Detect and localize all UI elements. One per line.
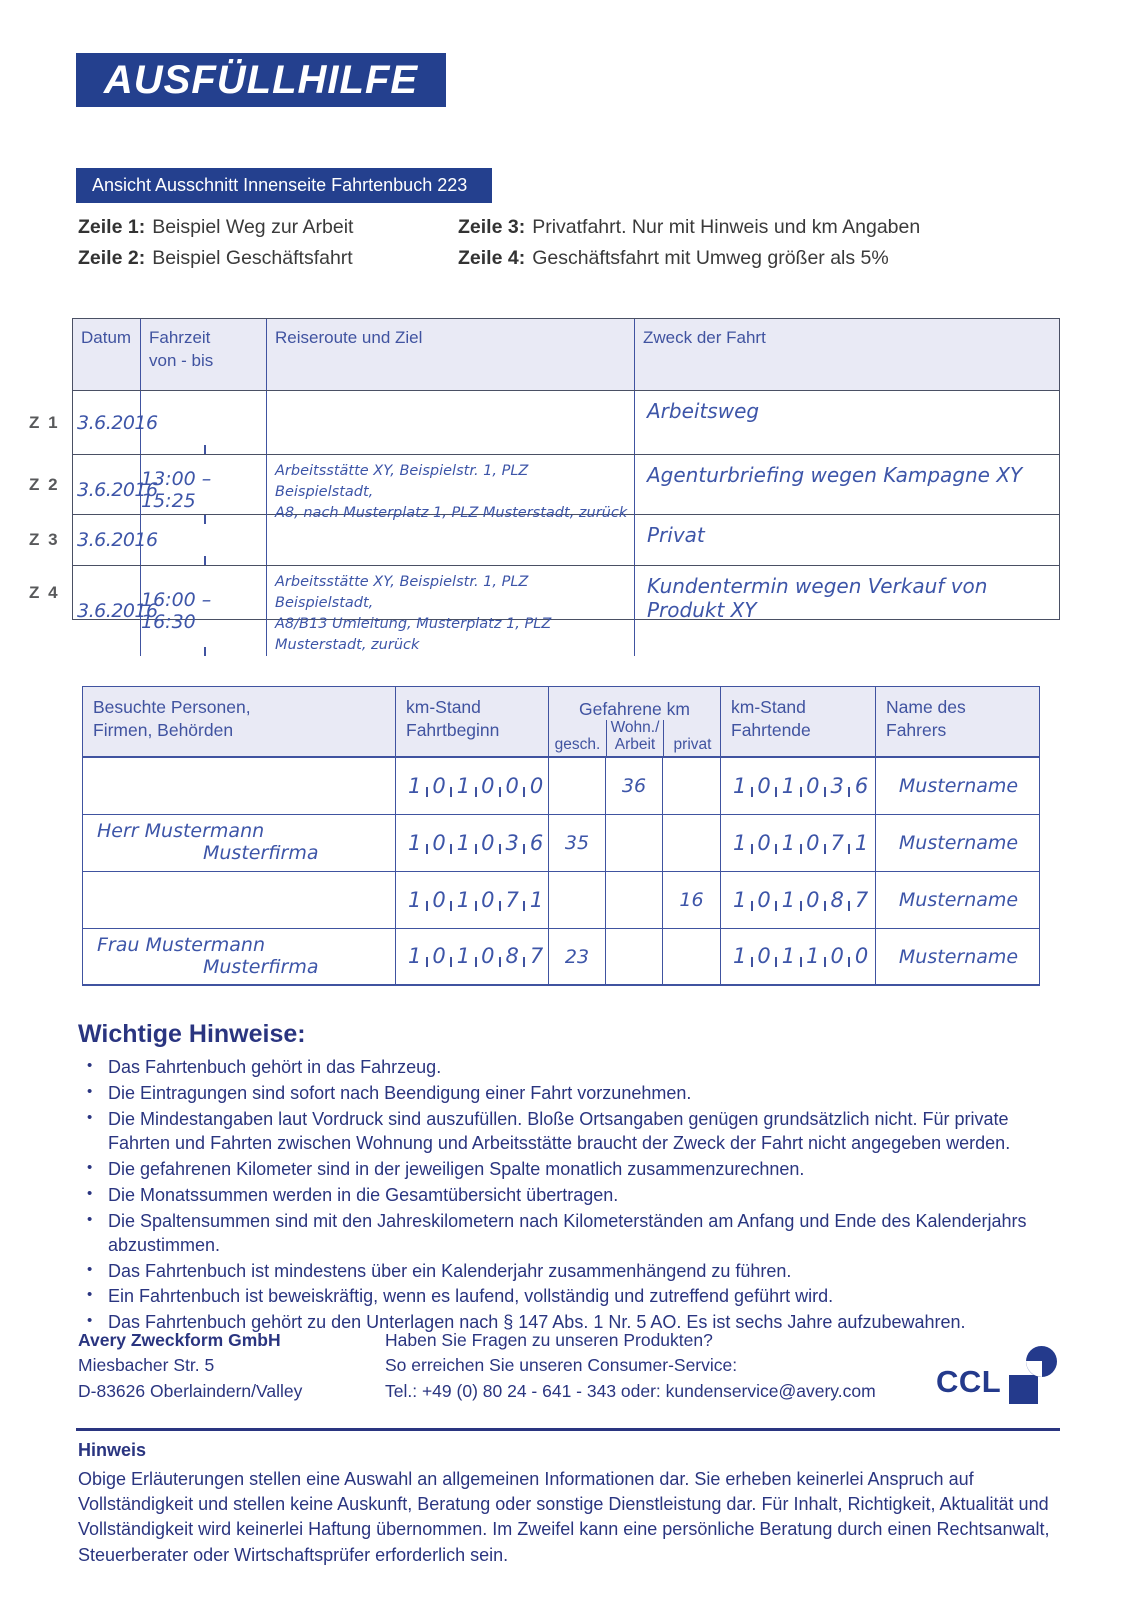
ccl-logo-text: CCL [936,1364,1002,1399]
cell-route [267,566,635,656]
cell-fahrzeit: 16:00 – 16:30 [141,566,267,656]
legend-item-3 [458,216,920,239]
row-label-z2: Z 2 [29,474,60,494]
logbook-row-z1 [29,391,1059,455]
cell-datum: 3.6.2016 [73,391,141,454]
logbook-row-z4 [29,566,1059,654]
notes-title: Wichtige Hinweise: [78,1020,306,1048]
cell-km-beginn: 1 0 1 0 3 6 [396,815,549,871]
cell-route [267,455,635,524]
col-header-fahrername [876,687,1041,756]
brand-banner [76,53,446,107]
route-line2: A8/B13 Umleitung, Musterplatz 1, PLZ Musterstadt, zurück [275,616,552,654]
km-summary-table [82,686,1040,986]
subcol-wohn-arbeit: Wohn./ Arbeit [606,720,663,756]
col-header-fahrzeit [141,319,267,390]
footer-divider [76,1428,1060,1431]
service-line2: So erreichen Sie unseren Consumer-Service: [385,1355,738,1376]
cell-km-ende: 1 0 1 0 3 6 [721,758,876,814]
col-header-besuchte [83,687,396,756]
logbook-row-z3 [29,515,1059,566]
cell-km-beginn: 1 0 1 0 0 0 [396,758,549,814]
legend-item-1 [78,216,353,239]
disclaimer-section [78,1440,1060,1568]
row-label-z4: Z 4 [29,582,60,602]
cell-wohn-arbeit [606,929,663,984]
note-item: • Ein Fahrtenbuch ist beweiskräftig, wenn es laufend, vollständig und zutreffend geführt wird. [78,1285,1063,1309]
service-line1: Haben Sie Fragen zu unseren Produkten? [385,1330,713,1350]
cell-datum: 3.6.2016 [73,515,141,565]
cell-wohn-arbeit [606,815,663,871]
row-label-z1: Z 1 [29,412,60,432]
note-item: • Die Mindestangaben laut Vordruck sind auszufüllen. Bloße Ortsangaben genügen grundsätzlich nicht. Für private Fahrten und Fahrten zwischen Wohnung und Arbeitsstätte braucht der Zweck der Fahrt nicht angegeben werden. [78,1108,1063,1156]
summary-row-4 [83,929,1039,984]
notes-list [78,1056,1063,1335]
logbook-row-z2 [29,455,1059,522]
cell-person: Herr Mustermann Musterfirma [83,815,396,871]
logbook-table [29,318,1060,654]
besuchte-line1: Besuchte Personen, [93,697,251,717]
legend-item-4 [458,247,889,270]
col-header-fahrzeit-line2: von - bis [149,350,214,370]
cell-fahrer: Mustername [898,889,1019,911]
route-line1: Arbeitsstätte XY, Beispielstr. 1, PLZ Beispielstadt, [275,463,529,501]
subcol-gesch: gesch. [554,735,601,753]
cell-fahrer: Mustername [898,775,1019,797]
note-item: • Die gefahrenen Kilometer sind in der jeweiligen Spalte monatlich zusammenzurechnen. [78,1158,1063,1182]
legend-text: Privatfahrt. Nur mit Hinweis und km Angaben [532,216,921,238]
col-header-fahrzeit-line1: Fahrzeit [149,328,211,347]
cell-fahrzeit: 13:00 – 15:25 [141,455,267,524]
cell-privat [663,758,721,814]
col-header-fahrtende [721,687,876,756]
cell-zweck: Arbeitsweg [647,399,760,423]
page-title: AUSFÜLLHILFE [103,57,419,102]
consumer-service-info [385,1328,876,1404]
summary-row-1 [83,758,1039,815]
note-item: • Das Fahrtenbuch gehört zu den Unterlagen nach § 147 Abs. 1 Nr. 5 AO. Es ist sechs Jahre aufzubewahren. [78,1311,1063,1335]
cell-gesch: 23 [549,929,606,984]
note-item: • Die Eintragungen sind sofort nach Beendigung einer Fahrt vorzunehmen. [78,1082,1063,1106]
company-street: Miesbacher Str. 5 [78,1355,215,1376]
beginn-line1: km-Stand [406,697,481,717]
legend-label: Zeile 1: [78,216,146,238]
cell-privat [663,929,721,984]
col-header-zweck: Zweck der Fahrt [643,328,766,347]
company-address [78,1328,302,1404]
legend-label: Zeile 2: [78,247,146,269]
name-line1: Name des [886,697,966,717]
ende-line1: km-Stand [731,697,806,717]
gefahrene-km-label: Gefahrene km [579,699,690,719]
company-name: Avery Zweckform GmbH [78,1330,281,1350]
cell-privat [663,815,721,871]
legend-text: Beispiel Geschäftsfahrt [152,247,353,269]
company-city: D-83626 Oberlaindern/Valley [78,1380,303,1401]
col-header-fahrtbeginn [396,687,549,756]
cell-person [83,872,396,928]
cell-datum: 3.6.2016 [73,566,141,656]
cell-wohn-arbeit [606,872,663,928]
cell-gesch: 35 [549,815,606,871]
cell-gesch [549,872,606,928]
cell-zweck: Kundentermin wegen Verkauf von Produkt XY [647,574,988,622]
ccl-logo-icon [1009,1346,1057,1404]
cell-fahrzeit [141,515,267,565]
important-notes-section [78,1020,1063,1337]
cell-gesch [549,758,606,814]
legend-label: Zeile 4: [458,247,526,269]
cell-fahrzeit [141,391,267,454]
besuchte-line2: Firmen, Behörden [93,720,234,741]
cell-datum: 3.6.2016 [73,455,141,524]
row-label-z3: Z 3 [29,530,60,549]
legend-item-2 [78,247,353,270]
cell-km-ende: 1 0 1 1 0 0 [721,929,876,984]
beginn-line2: Fahrtbeginn [406,720,500,741]
legend-text: Geschäftsfahrt mit Umweg größer als 5% [532,247,889,269]
cell-km-beginn: 1 0 1 0 7 1 [396,872,549,928]
route-line1: Arbeitsstätte XY, Beispielstr. 1, PLZ Beispielstadt, [275,574,529,612]
cell-route [267,391,635,454]
subcol-privat: privat [663,720,721,756]
cell-fahrer: Mustername [898,945,1019,968]
cell-km-ende: 1 0 1 0 7 1 [721,815,876,871]
cell-privat: 16 [663,872,721,928]
cell-zweck: Privat [647,523,705,547]
name-line2: Fahrers [886,720,947,741]
cell-person [83,758,396,814]
route-line2: A8, nach Musterplatz 1, PLZ Musterstadt, zurück [275,505,628,522]
col-header-route: Reiseroute und Ziel [267,319,635,390]
note-item: • Die Spaltensummen sind mit den Jahreskilometern nach Kilometerständen am Anfang und Ende des Kalenderjahrs abzustimmen. [78,1210,1063,1258]
logbook-header-row [73,319,1059,391]
cell-wohn-arbeit: 36 [606,758,663,814]
ccl-logo [936,1346,1057,1404]
legend-label: Zeile 3: [458,216,526,238]
col-header-datum: Datum [73,319,141,390]
note-item: • Die Monatssummen werden in die Gesamtübersicht übertragen. [78,1184,1063,1208]
cell-person: Frau Mustermann Musterfirma [83,929,396,984]
service-contact-line: Tel.: +49 (0) 80 24 - 641 - 343 oder: kundenservice@avery.com [385,1380,876,1401]
summary-row-2 [83,815,1039,872]
subtitle-badge: Ansicht Ausschnitt Innenseite Fahrtenbuch 223 [76,168,492,203]
summary-row-3 [83,872,1039,929]
cell-zweck: Agenturbriefing wegen Kampagne XY [647,463,1023,487]
summary-header-row [83,687,1039,758]
disclaimer-title: Hinweis [78,1440,147,1460]
cell-km-beginn: 1 0 1 0 8 7 [396,929,549,984]
ende-line2: Fahrtende [731,720,811,741]
cell-route [267,515,635,565]
col-header-gefahrene-km [549,687,721,756]
note-item: • Das Fahrtenbuch ist mindestens über ein Kalenderjahr zusammenhängend zu führen. [78,1260,1063,1284]
disclaimer-text: Obige Erläuterungen stellen eine Auswahl an allgemeinen Informationen dar. Sie erheben keinerlei Anspruch auf Vollständigkeit und stellen keine Auskunft, Beratung oder sonstige Dienstleistung dar. Für Inhalt, Richtigkeit, Aktualität und Vollständigkeit wird keinerlei Haftung übernommen. Im Zweifel kann eine persönliche Beratung durch einen Rechtsanwalt, Steuerberater oder Wirtschaftsprüfer erforderlich sein. [78,1469,1050,1565]
cell-fahrer: Mustername [898,832,1019,854]
legend-text: Beispiel Weg zur Arbeit [152,216,354,238]
cell-km-ende: 1 0 1 0 8 7 [721,872,876,928]
note-item: • Das Fahrtenbuch gehört in das Fahrzeug. [78,1056,1063,1080]
